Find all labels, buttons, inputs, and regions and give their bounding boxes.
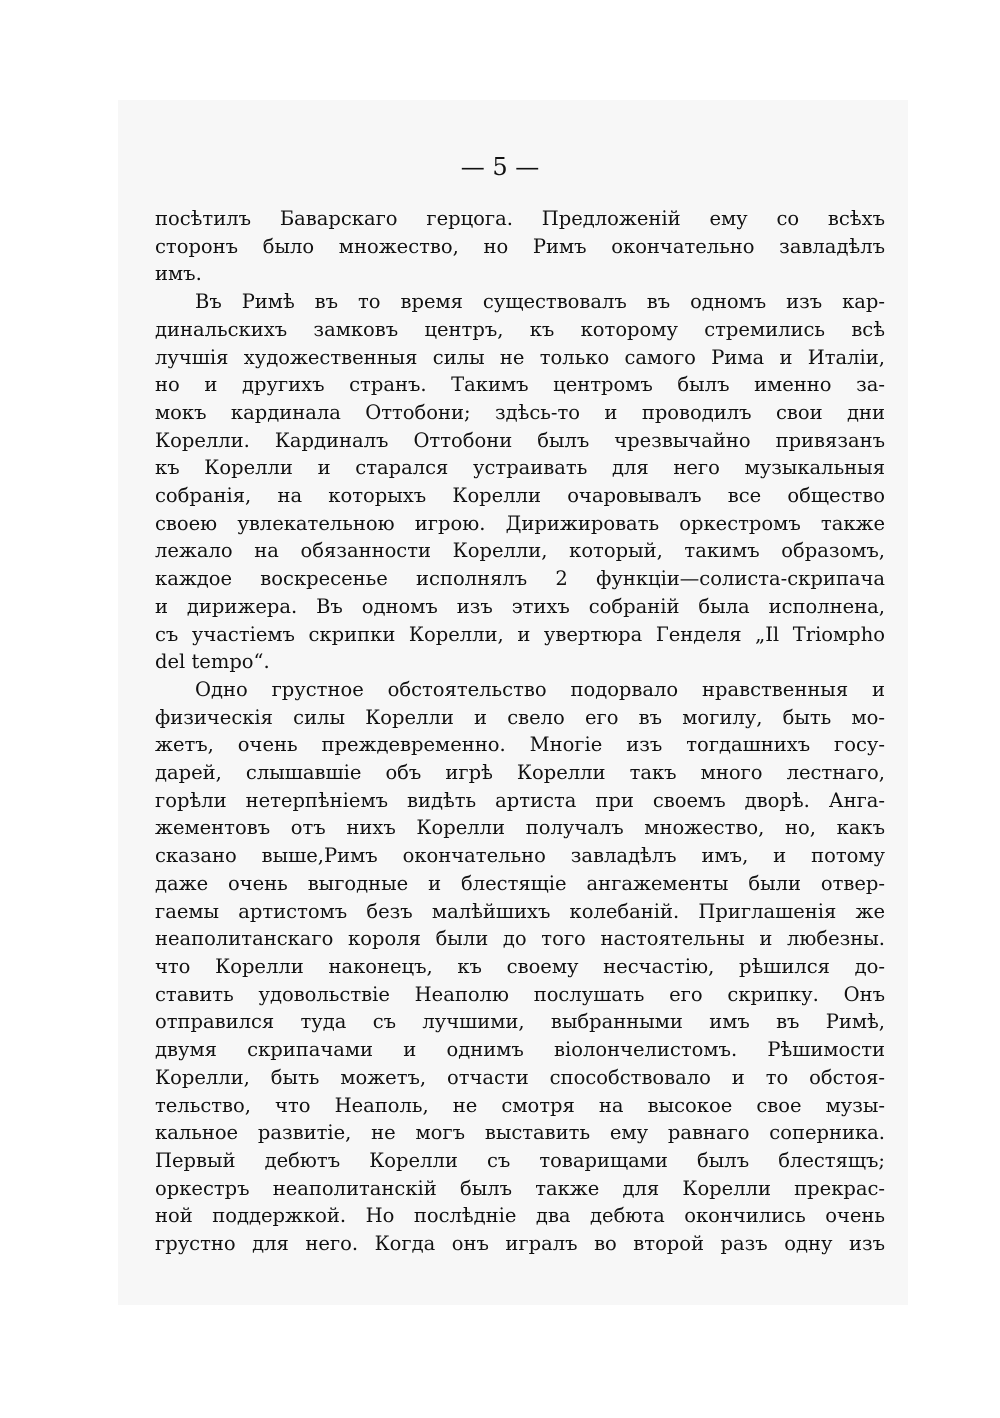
text-line: двумя скрипачами и однимъ віолончелистомъ. Рѣшимости <box>155 1038 885 1062</box>
text-line: тельство, что Неаполь, не смотря на высокое свое музы- <box>155 1093 885 1117</box>
text-line: къ Корелли и старался устраивать для него музыкальныя <box>155 456 885 480</box>
text-line: жементовъ отъ нихъ Корелли получалъ множество, но, какъ <box>155 816 885 840</box>
text-line: гаемы артистомъ безъ малѣйшихъ колебаній. Приглашенія же <box>155 899 885 923</box>
text-line: динальскихъ замковъ центръ, къ которому стремились всѣ <box>155 317 885 341</box>
text-line: посѣтилъ Баварскаго герцога. Предложеній ему со всѣхъ <box>155 207 885 230</box>
text-line: съ участіемъ скрипки Корелли, и увертюра Генделя „Il Trioмpho <box>155 622 885 646</box>
text-line: сказано выше,Римъ окончательно завладѣлъ имъ, и потому <box>155 844 885 868</box>
text-line: имъ. <box>155 262 202 286</box>
page-number: — 5 — <box>460 153 540 181</box>
text-line: Корелли. Кардиналъ Оттобони былъ чрезвычайно привязанъ <box>155 428 885 452</box>
paragraph-start-line: Въ Римѣ въ то время существовалъ въ одномъ изъ кар- <box>195 290 885 314</box>
text-line: собранія, на которыхъ Корелли очаровывалъ все общество <box>155 484 885 508</box>
text-line: жетъ, очень преждевременно. Многіе изъ тогдашнихъ госу- <box>155 733 885 757</box>
text-line: ной поддержкой. Но послѣдніе два дебюта окончились очень <box>155 1204 885 1228</box>
text-line: Первый дебютъ Корелли съ товарищами былъ блестящъ; <box>155 1148 885 1172</box>
text-line: del tempo“. <box>155 650 270 674</box>
text-line: грустно для него. Когда онъ игралъ во второй разъ одну изъ <box>155 1232 885 1256</box>
text-line: отправился туда съ лучшими, выбранными имъ въ Римѣ, <box>155 1010 885 1034</box>
text-line: физическія силы Корелли и свело его въ могилу, быть мо- <box>155 705 885 729</box>
text-line: неаполитанскаго короля были до того настоятельны и любезны. <box>155 927 885 951</box>
text-line: ставить удовольствіе Неаполю послушать его скрипку. Онъ <box>155 982 885 1006</box>
text-line: дарей, слышавшіе объ игрѣ Корелли такъ много лестнаго, <box>155 761 885 785</box>
text-line: Корелли, быть можетъ, отчасти способствовало и то обстоя- <box>155 1065 885 1089</box>
text-line: мокъ кардинала Оттобони; здѣсь-то и проводилъ свои дни <box>155 400 885 424</box>
text-line: сторонъ было множество, но Римъ окончательно завладѣлъ <box>155 234 885 258</box>
body-text <box>155 205 885 1258</box>
text-line: горѣли нетерпѣніемъ видѣть артиста при своемъ дворѣ. Анга- <box>155 788 885 812</box>
text-line: своею увлекательною игрою. Дирижировать оркестромъ также <box>155 511 885 535</box>
text-line: лежало на обязанности Корелли, который, такимъ образомъ, <box>155 539 885 563</box>
text-line: лучшія художественныя силы не только самого Рима и Италіи, <box>155 345 885 369</box>
text-line: и дирижера. Въ одномъ изъ этихъ собраній была исполнена, <box>155 594 885 618</box>
text-line: каждое воскресенье исполнялъ 2 функціи—солиста-скрипача <box>155 567 885 591</box>
text-line: даже очень выгодные и блестящіе ангажементы были отвер- <box>155 871 885 895</box>
text-line: кальное развитіе, не могъ выставить ему равнаго соперника. <box>155 1121 885 1145</box>
text-line: оркестръ неаполитанскій былъ также для Корелли прекрас- <box>155 1176 885 1200</box>
text-line: но и другихъ странъ. Такимъ центромъ былъ именно за- <box>155 373 885 397</box>
text-line: что Корелли наконецъ, къ своему несчастію, рѣшился до- <box>155 954 885 978</box>
paragraph-start-line: Одно грустное обстоятельство подорвало нравственныя и <box>195 677 885 701</box>
